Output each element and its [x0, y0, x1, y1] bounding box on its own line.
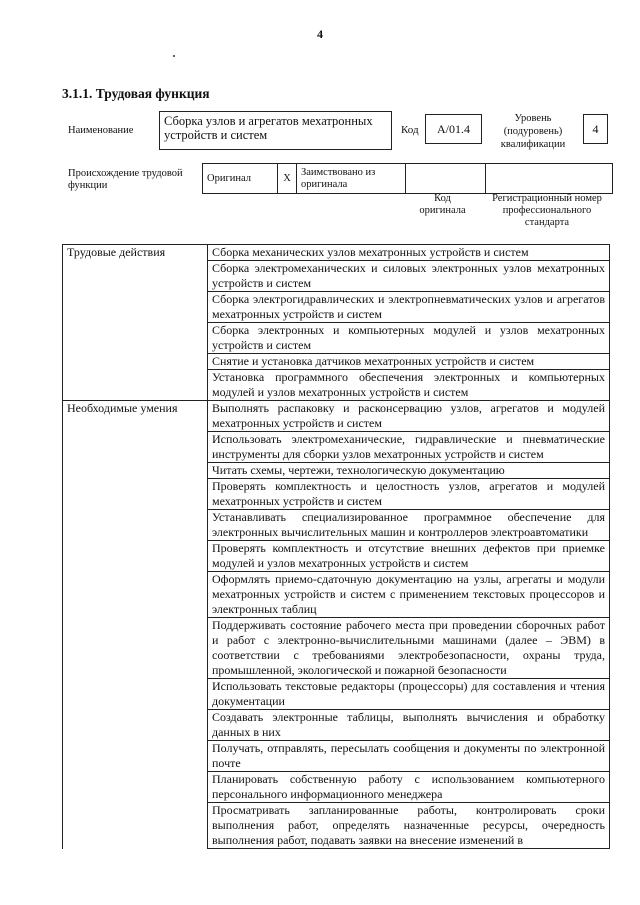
- page-number: 4: [317, 27, 323, 41]
- requirement-item: Сборка электромеханических и силовых электронных узлов мехатронных устройств и систем: [208, 261, 610, 292]
- requirement-item: Использовать электромеханические, гидравлические и пневматические инструменты для сборки узлов мехатронных устройств и систем: [208, 432, 610, 463]
- requirement-item: Получать, отправлять, пересылать сообщения и документы по электронной почте: [208, 741, 610, 772]
- table-row: [63, 323, 610, 354]
- section-category-continued: [63, 572, 208, 618]
- section-category: Необходимые умения: [63, 401, 208, 432]
- origin-mark: X: [278, 164, 297, 194]
- section-category-continued: [63, 618, 208, 679]
- requirement-item: Сборка механических узлов мехатронных устройств и систем: [208, 245, 610, 261]
- table-row: [63, 510, 610, 541]
- section-category-continued: [63, 463, 208, 479]
- code-label: Код: [401, 124, 419, 136]
- origin-original-cell: Оригинал: [203, 164, 278, 194]
- section-category-continued: [63, 510, 208, 541]
- table-row: [63, 432, 610, 463]
- code-original-label: Код оригинала: [419, 193, 466, 216]
- table-row: [63, 292, 610, 323]
- section-category-continued: [63, 261, 208, 292]
- table-row: [63, 741, 610, 772]
- table-row: [63, 479, 610, 510]
- table-row: [63, 370, 610, 401]
- requirement-item: Планировать собственную работу с использованием компьютерного персонального информационного менеджера: [208, 772, 610, 803]
- origin-code-cell: [406, 164, 486, 194]
- section-category: Трудовые действия: [63, 245, 208, 261]
- section-category-continued: [63, 292, 208, 323]
- table-row: [63, 245, 610, 261]
- table-row: [63, 401, 610, 432]
- table-row: [63, 463, 610, 479]
- table-row: [63, 618, 610, 679]
- requirement-item: Просматривать запланированные работы, контролировать сроки выполнения работ, определять назначенные ресурсы, очередность выполнения работ, подавать заявки на внесение изменений в: [208, 803, 610, 849]
- table-row: [63, 772, 610, 803]
- section-category-continued: [63, 772, 208, 803]
- section-category-continued: [63, 541, 208, 572]
- requirement-item: Выполнять распаковку и расконсервацию узлов, агрегатов и модулей мехатронных устройств и систем: [208, 401, 610, 432]
- origin-label: Происхождение трудовой функции: [68, 168, 183, 191]
- requirement-item: Устанавливать специализированное программное обеспечение для электронных вычислительных машин и контроллеров электроавтоматики: [208, 510, 610, 541]
- reg-number-label: Регистрационный номер профессионального стандарта: [492, 193, 602, 228]
- requirement-item: Снятие и установка датчиков мехатронных устройств и систем: [208, 354, 610, 370]
- section-category-continued: [63, 741, 208, 772]
- name-value: Сборка узлов и агрегатов мехатронных устройств и систем: [159, 111, 392, 150]
- table-row: [63, 679, 610, 710]
- section-category-continued: [63, 479, 208, 510]
- origin-grid: [202, 163, 613, 194]
- section-category-continued: [63, 432, 208, 463]
- requirement-item: Использовать текстовые редакторы (процессоры) для составления и чтения документации: [208, 679, 610, 710]
- table-row: [63, 261, 610, 292]
- table-row: [63, 803, 610, 849]
- requirement-item: Проверять комплектность и целостность узлов, агрегатов и модулей мехатронных устройств и систем: [208, 479, 610, 510]
- section-category-continued: [63, 323, 208, 354]
- level-label: Уровень (подуровень) квалификации: [500, 113, 566, 150]
- name-label: Наименование: [68, 125, 134, 136]
- table-row: [63, 710, 610, 741]
- section-category-continued: [63, 370, 208, 401]
- origin-borrowed-cell: Заимствовано из оригинала: [297, 164, 406, 194]
- table-row: [63, 541, 610, 572]
- section-category-continued: [63, 679, 208, 710]
- table-row: [63, 354, 610, 370]
- origin-reg-cell: [486, 164, 613, 194]
- table-row: [63, 572, 610, 618]
- requirement-item: Сборка электронных и компьютерных модулей и узлов мехатронных устройств и систем: [208, 323, 610, 354]
- section-category-continued: [63, 803, 208, 849]
- section-category-continued: [63, 710, 208, 741]
- requirement-item: Сборка электрогидравлических и электропневматических узлов и агрегатов мехатронных устройств и систем: [208, 292, 610, 323]
- requirement-item: Читать схемы, чертежи, технологическую документацию: [208, 463, 610, 479]
- function-table: [62, 244, 610, 849]
- requirement-item: Создавать электронные таблицы, выполнять вычисления и обработку данных в них: [208, 710, 610, 741]
- code-value: A/01.4: [425, 114, 482, 144]
- section-title: 3.1.1. Трудовая функция: [62, 86, 210, 101]
- requirement-item: Проверять комплектность и отсутствие внешних дефектов при приемке модулей и узлов мехатронных устройств и систем: [208, 541, 610, 572]
- requirement-item: Оформлять приемо-сдаточную документацию на узлы, агрегаты и модули мехатронных устройств и систем с применением текстовых процессоров и электронных таблиц: [208, 572, 610, 618]
- section-category-continued: [63, 354, 208, 370]
- level-value: 4: [583, 114, 608, 144]
- requirement-item: Установка программного обеспечения электронных и компьютерных модулей и узлов мехатронных устройств и систем: [208, 370, 610, 401]
- scan-speck: [173, 55, 175, 57]
- requirement-item: Поддерживать состояние рабочего места при проведении сборочных работ и работ с электронно-вычислительными машинами (далее – ЭВМ) в соответствии с требованиями электробезопасности, охраны труда, промышленной, экологической и пожарной безопасности: [208, 618, 610, 679]
